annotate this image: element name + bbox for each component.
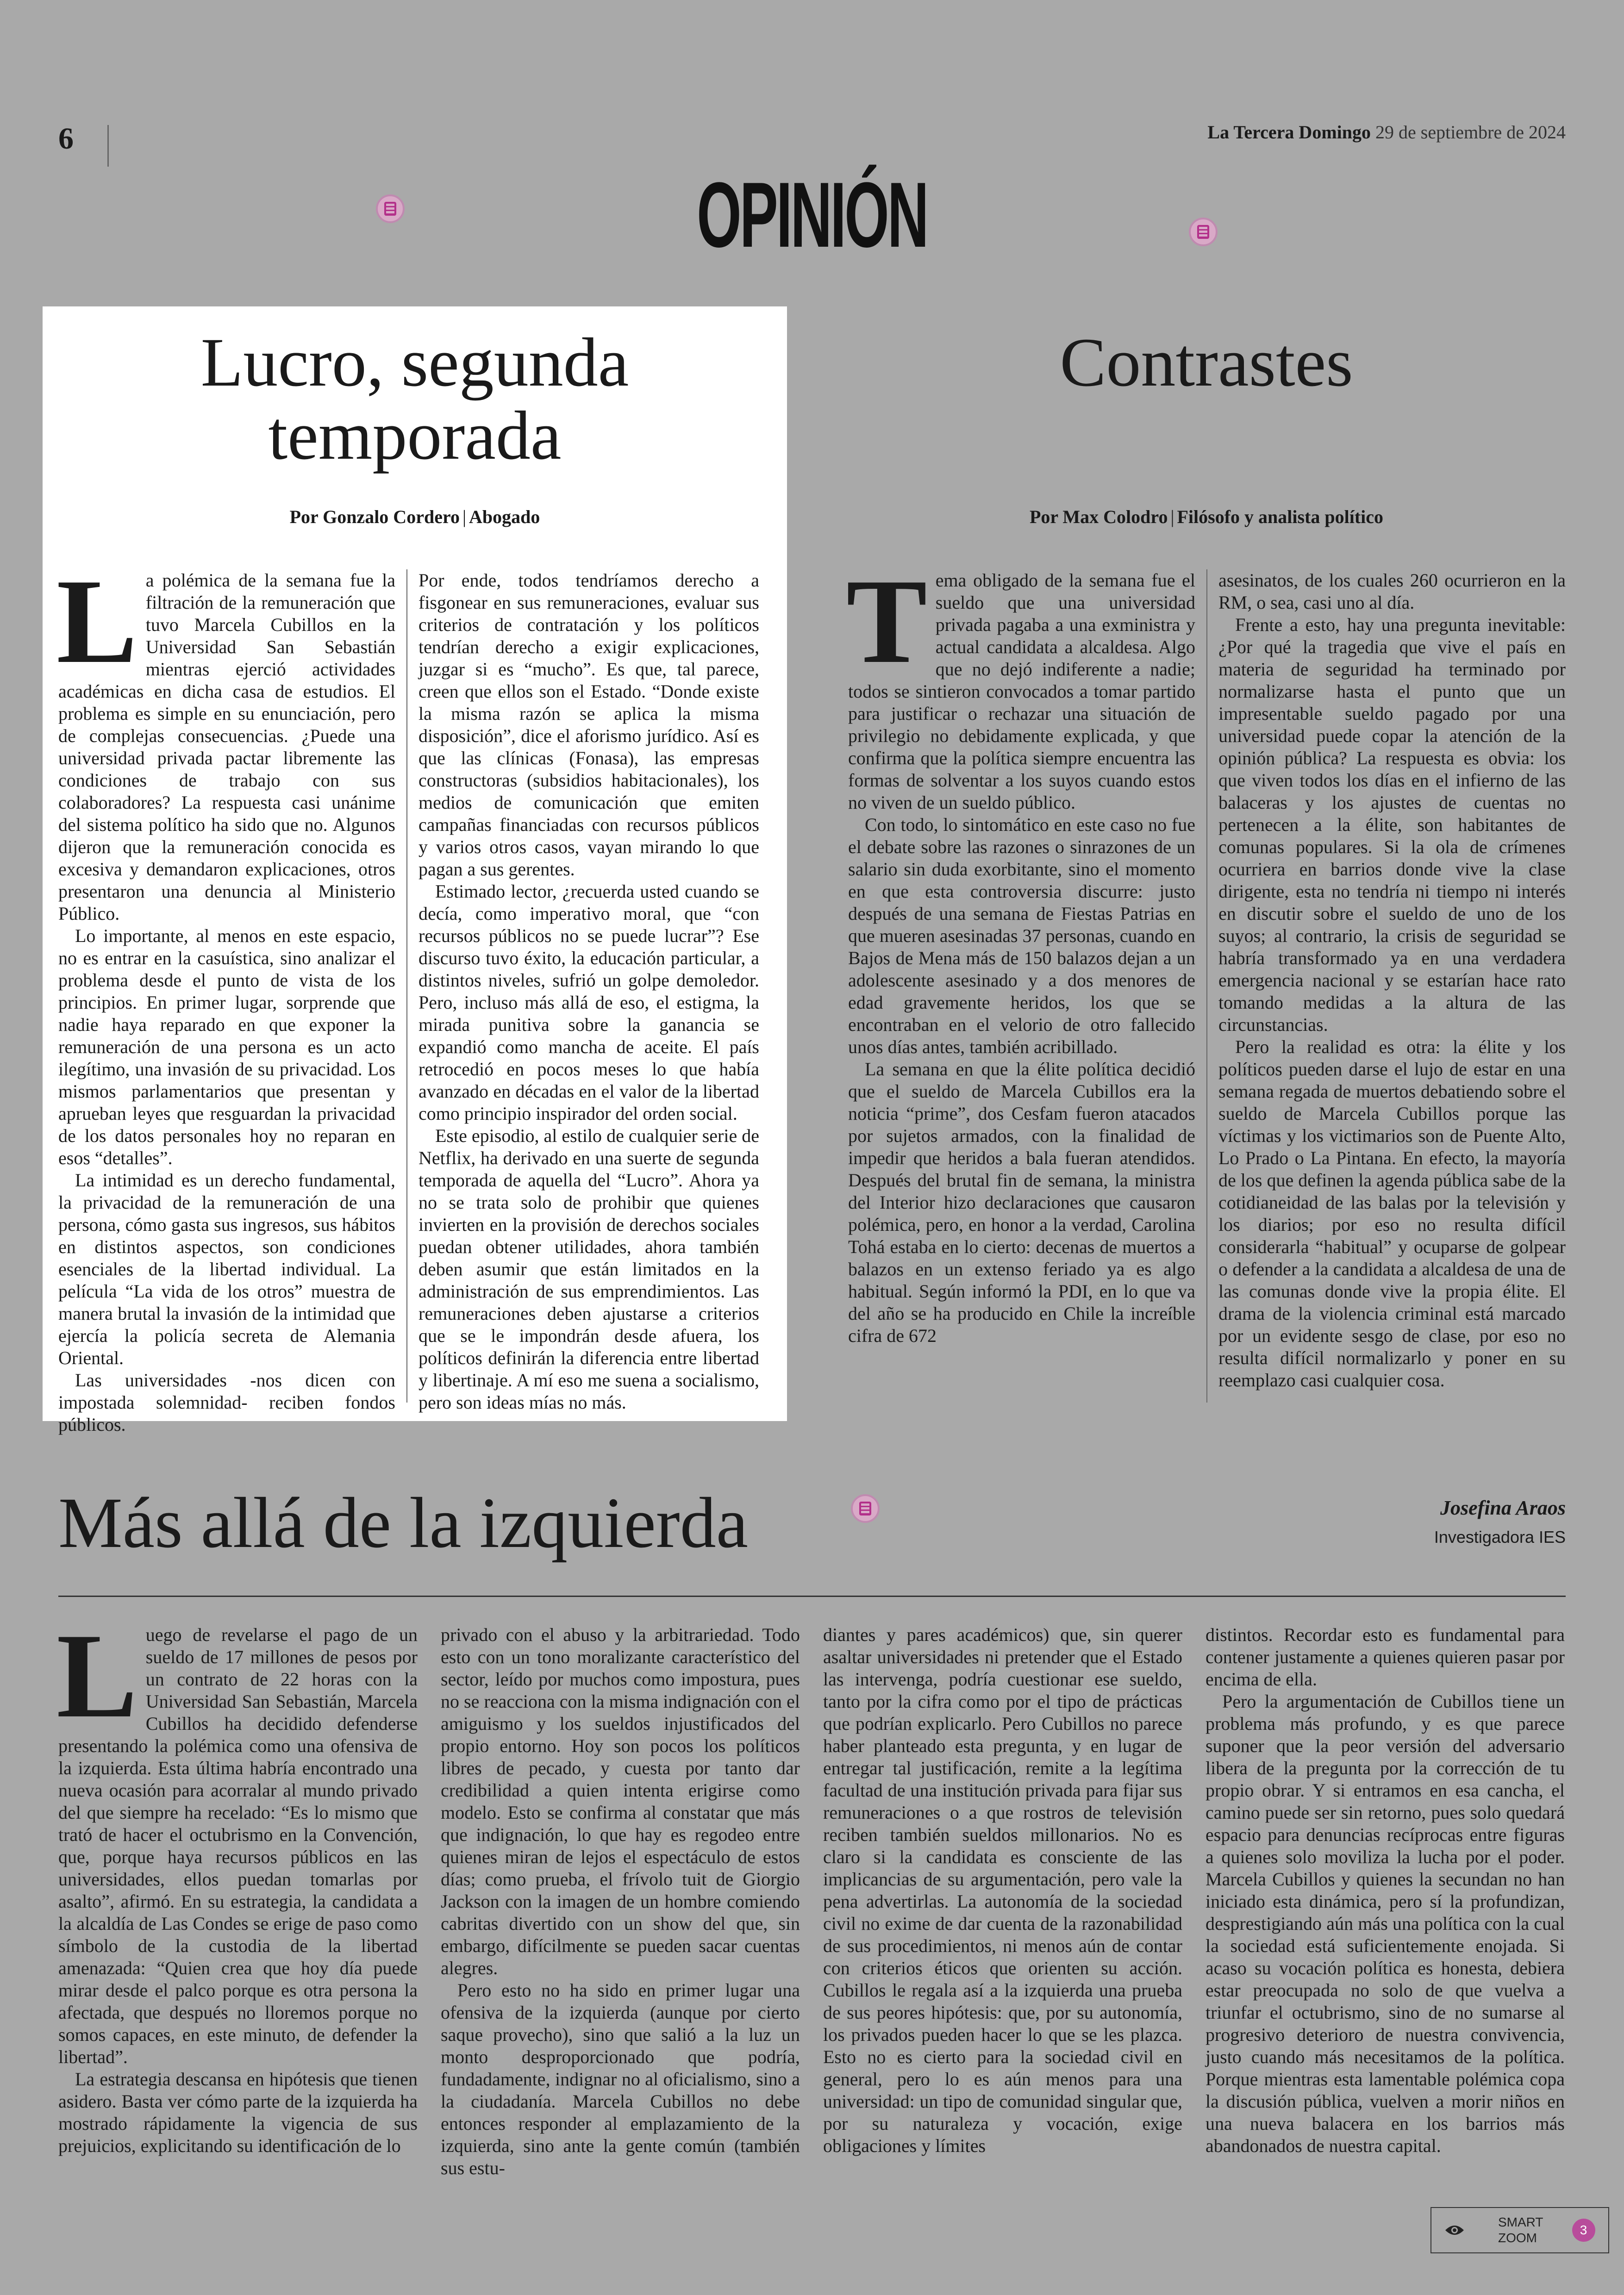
dateline (1207, 121, 1566, 143)
article-column: diantes y pares académicos) que, sin querer asaltar universidades ni pretender que el Estado las intervenga, podría cuestionar ese sueldo, tanto por la cifra como por el tipo de prácticas que podrían explicarlo. Pero Cubillos no parece haber planteado esta pregunta, y en lugar de entregar tal justificación, remite a la legítima facultad de una institución privada para fijar sus remuneraciones o a que rostros de televisión reciben también sueldos millonarios. No es claro si la candidata es consciente de las implicancias de su argumentación, pero vale la pena advertirlas. La autonomía de la sociedad civil no exime de dar cuenta de la razonabilidad de sus procedimientos, ni menos aún de contar con criterios éticos que orienten su acción. Cubillos le regala así a la izquierda una prueba de sus peores hipótesis: que, por su autonomía, los privados pueden hacer lo que se les plazca. Esto no es cierto para la sociedad civil en general, pero lo es aún menos para una universidad: un tipo de comunidad singular que, por su naturaleza y vocación, exige obligaciones y límites (823, 1624, 1182, 2156)
dropcap: L (56, 554, 137, 688)
eye-icon (1443, 2221, 1466, 2239)
page-number: 6 (58, 122, 74, 156)
article-contrastes-body (846, 554, 1566, 1403)
author-role: Investigadora IES (1434, 1528, 1566, 1547)
article-column: La polémica de la semana fue la filtración de la remuneración que tuvo Marcela Cubillos en la Universidad San Sebastián mientras ejerció actividades académicas en dicha casa de estudios. El problema es simple en su enunciación, pero de complejas consecuencias. ¿Puede una universidad privada pactar libremente las condiciones de trabajo con sus colaboradores? La respuesta casi unánime del sistema político ha sido que no. Algunos dijeron que la remuneración conocida es excesiva y demandaron explicaciones, otros presentaron una denuncia al Ministerio Público. Lo importante, al menos en este espacio, no es entrar en la casuística, sino analizar el problema desde el punto de vista de los principios. En primer lugar, sorprende que nadie haya reparado en que exponer la remuneración de una persona es un acto ilegítimo, una invasión de su privacidad. Los mismos parlamentarios que presentan y aprueban leyes que resguardan la privacidad de los datos personales hoy no reparan en esos “detalles”. La intimidad es un derecho fundamental, la privacidad de la remuneración de una persona, cómo gasta sus ingresos, sus hábitos en distintos aspectos, son condiciones esenciales de la libertad individual. La película “La vida de los otros” muestra de manera brutal la invasión de la intimidad que ejercía la policía secreta de Alemania Oriental. Las universidades -nos dicen con impostada solemnidad- reciben fondos públicos. (56, 554, 395, 1435)
article-column: Luego de revelarse el pago de un sueldo de 17 millones de pesos por un contrato de 22 horas con la Universidad San Sebastián, Marcela Cubillos ha decidido defenderse presentando la polémica como una ofensiva de la izquierda. Esta última habría encontrado una nueva ocasión para acorralar al mundo privado del que siempre ha recelado: “Es lo mismo que trató de hacer el octubrismo en la Convención, que, porque haya recursos públicos en las universidades, ellos puedan tomarlas por asalto”, afirmó. En su estrategia, la candidata a la alcaldía de Las Condes se erige de paso como símbolo de la custodia de la libertad amenazada: “Quien crea que hoy día puede mirar desde el palco porque es otra persona la afectada, que después no lloremos porque no somos capaces, en este minuto, de defender la libertad”. La estrategia descansa en hipótesis que tienen asidero. Basta ver cómo parte de la izquierda ha mostrado rápidamente la vigencia de sus prejuicios, explicitando su identificación de lo (56, 1609, 418, 2156)
article-izquierda-body (56, 1609, 1566, 2179)
smart-zoom-button[interactable] (1430, 2207, 1609, 2253)
bookmark-marker-icon[interactable] (851, 1494, 880, 1523)
header-divider (107, 125, 109, 167)
author-name: Josefina Araos (1440, 1497, 1566, 1519)
paper-name: La Tercera Domingo (1207, 122, 1371, 143)
article-contrastes-byline: Por Max Colodro | Filósofo y analista político (1029, 506, 1384, 527)
article-lucro-byline: Por Gonzalo Cordero | Abogado (289, 506, 540, 527)
article-column: Por ende, todos tendríamos derecho a fisgonear en sus remuneraciones, evaluar sus criterios de contratación y los políticos tendrían derecho a exigir explicaciones, juzgar si es “mucho”. Es que, tal parece, creen que ellos son el Estado. “Donde existe la misma razón se aplica la misma disposición”, dice el aforismo jurídico. Así es que las clínicas (Fonasa), las empresas constructoras (subsidios habitacionales), los medios de comunicación que emiten campañas financiadas con recursos públicos y varios otros casos, vayan mirando lo que pagan a sus gerentes. Estimado lector, ¿recuerda usted cuando se decía, como imperativo moral, que “con recursos públicos no se puede lucrar”? Ese discurso tuvo éxito, la educación particular, a distintos niveles, sufrió un golpe demoledor. Pero, incluso más allá de eso, el estigma, la mirada punitiva sobre la ganancia se expandió como mancha de aceite. El país retrocedió en pocos meses lo que había avanzado en décadas en el valor de la libertad como principio inspirador del orden social. Este episodio, al estilo de cualquier serie de Netflix, ha derivado en una suerte de segunda temporada de aquella del “Lucro”. Ahora ya no se trata solo de prohibir que quienes invierten en la provisión de derechos sociales puedan obtener utilidades, ahora también deben asumir que están limitados en la administración de sus emprendimientos. Las remuneraciones deben ajustarse a criterios que se le impondrán desde afuera, los políticos definirán la diferencia entre libertad y libertinaje. A mí eso me suena a socialismo, pero son ideas mías no más. (418, 570, 759, 1413)
smart-zoom-badge: 3 (1572, 2219, 1595, 2242)
article-column: asesinatos, de los cuales 260 ocurrieron en la RM, o sea, casi uno al día. Frente a esto, hay una pregunta inevitable: ¿Por qué la tragedia que vive el país en materia de seguridad ha terminado por normalizarse hasta el punto que un impresentable sueldo pagado por una universidad puede copar la atención de la opinión pública? La respuesta es obvia: los que viven todos los días en el infierno de las balaceras y los ajustes de cuentas no pertenecen a la élite, son habitantes de comunas populares. Si la ola de crímenes ocurriera en barrios donde vive la clase dirigente, esta no tendría ni tiempo ni interés en discutir sobre el sueldo de uno de los suyos; al contrario, la crisis de seguridad se habría transformado ya en una verdadera emergencia nacional y se estarían hace rato tomando medidas a la altura de las circunstancias. Pero la realidad es otra: la élite y los políticos pueden darse el lujo de estar en una semana regada de muertos debatiendo sobre el sueldo de Marcela Cubillos porque las víctimas y los victimarios son de Puente Alto, Lo Prado o La Pintana. En efecto, la mayoría de los que definen la agenda pública sabe de la cotidianeidad de las balas por la televisión y los diarios; por eso no resulta difícil considerarla “habitual” y ocuparse de golpear o defender a la candidata a alcaldesa de una de las comunas donde vive la propia élite. El drama de la violencia criminal está marcado por un evidente sesgo de clase, por eso no resulta difícil normalizarlo y poner en su reemplazo casi cualquier cosa. (1218, 570, 1566, 1391)
author-role: Abogado (469, 506, 540, 527)
article-contrastes-title: Contrastes (1060, 324, 1353, 401)
article-lucro-body (56, 554, 771, 1436)
article-column: Tema obligado de la semana fue el sueldo que una universidad privada pagaba a una exministra y actual candidata a alcaldesa. Algo que no dejó indiferente a nadie; todos se sintieron convocados a tomar partido para justificar o rechazar una situación de privilegio no debidamente explicada, y que confirma que la política siempre encuentra las formas de solventar a los suyos cuando estos no viven de un sueldo público. Con todo, lo sintomático en este caso no fue el debate sobre las razones o sinrazones de un salario sin duda exorbitante, sino el momento en que esta controversia discurre: justo después de una semana de Fiestas Patrias en que mueren asesinadas 37 personas, cuando en Bajos de Mena más de 150 balazos dejan a un adolescente asesinado y a dos menores de edad gravemente heridos, los que se encontraban en el velorio de otro fallecido unos días antes, también acribillado. La semana en que la élite política decidió que el sueldo de Marcela Cubillos era la noticia “prime”, dos Cesfam fueron atacados por sujetos armados, con la finalidad de impedir que heridos a bala fueran atendidos. Después del brutal fin de semana, la ministra del Interior hizo declaraciones que causaron polémica, pero, en honor a la verdad, Carolina Tohá estaba en lo cierto: decenas de muertos a balazos en un extenso feriado ya es algo habitual. Según informó la PDI, en lo que va del año se ha producido en Chile la increíble cifra de 672 (846, 554, 1195, 1346)
bookmark-marker-icon[interactable] (1189, 218, 1218, 246)
article-izquierda-title: Más allá de la izquierda (58, 1483, 748, 1563)
author-name: Por Gonzalo Cordero (289, 506, 460, 527)
article-column: distintos. Recordar esto es fundamental para contener justamente a quienes quieren pasar por encima de ella. Pero la argumentación de Cubillos tiene un problema más profundo, y es que parece suponer que la peor versión del adversario libera de la pregunta por la corrección de tu propio obrar. Y si entramos en esa cancha, el camino puede ser sin retorno, pues solo quedará espacio para denuncias recíprocas entre figuras a quienes solo moviliza la lucha por el poder. Marcela Cubillos y quienes la secundan no han iniciado esta dinámica, pero sí la profundizan, desprestigiando aún más una política con la cual la sociedad está suficientemente enojada. Si acaso su vocación política es honesta, debiera estar preocupada no solo de que vuelva a triunfar el octubrismo, sino de no sumarse al progresivo deterioro de nuestra convivencia, justo cuando más necesitamos de la política. Porque mientras esta lamentable polémica copa la discusión pública, vuelven a morir niños en una nueva balacera en los barrios más abandonados de nuestra capital. (1206, 1624, 1565, 2156)
title-divider (58, 1596, 1566, 1597)
dropcap: T (846, 554, 927, 688)
author-role: Filósofo y analista político (1177, 506, 1384, 527)
author-name: Por Max Colodro (1029, 506, 1168, 527)
issue-date: 29 de septiembre de 2024 (1375, 122, 1566, 143)
bookmark-marker-icon[interactable] (376, 194, 405, 223)
article-column: privado con el abuso y la arbitrariedad. Todo esto con un tono moralizante característico del sector, leído por muchos como impostura, pues no se reacciona con la misma indignación con el amiguismo y los sueldos injustificados del propio entorno. Hoy son pocos los políticos libres de pecado, y cuesta por tanto dar credibilidad a quien intenta erigirse como modelo. Esto se confirma al constatar que más que indignación, lo que hay es regodeo entre quienes miran de lejos el espectáculo de estos días; como prueba, el frívolo tuit de Giorgio Jackson con la imagen de un hombre comiendo cabritas divertido con un show del que, sin embargo, difícilmente se pueden sacar cuentas alegres. Pero esto no ha sido en primer lugar una ofensiva de la izquierda (aunque por cierto saque provecho), sino que salió a la luz un monto desproporcionado que podría, fundadamente, indignar no al oficialismo, sino a la ciudadanía. Marcela Cubillos no debe entonces responder al emplazamiento de la izquierda, sino ante la gente común (también sus estu- (441, 1624, 800, 2178)
dropcap: L (56, 1609, 137, 1743)
section-title: OPINIÓN (697, 163, 927, 267)
article-lucro-title: Lucro, segunda temporada (200, 324, 629, 474)
smart-zoom-label: SMART ZOOM (1498, 2215, 1543, 2245)
